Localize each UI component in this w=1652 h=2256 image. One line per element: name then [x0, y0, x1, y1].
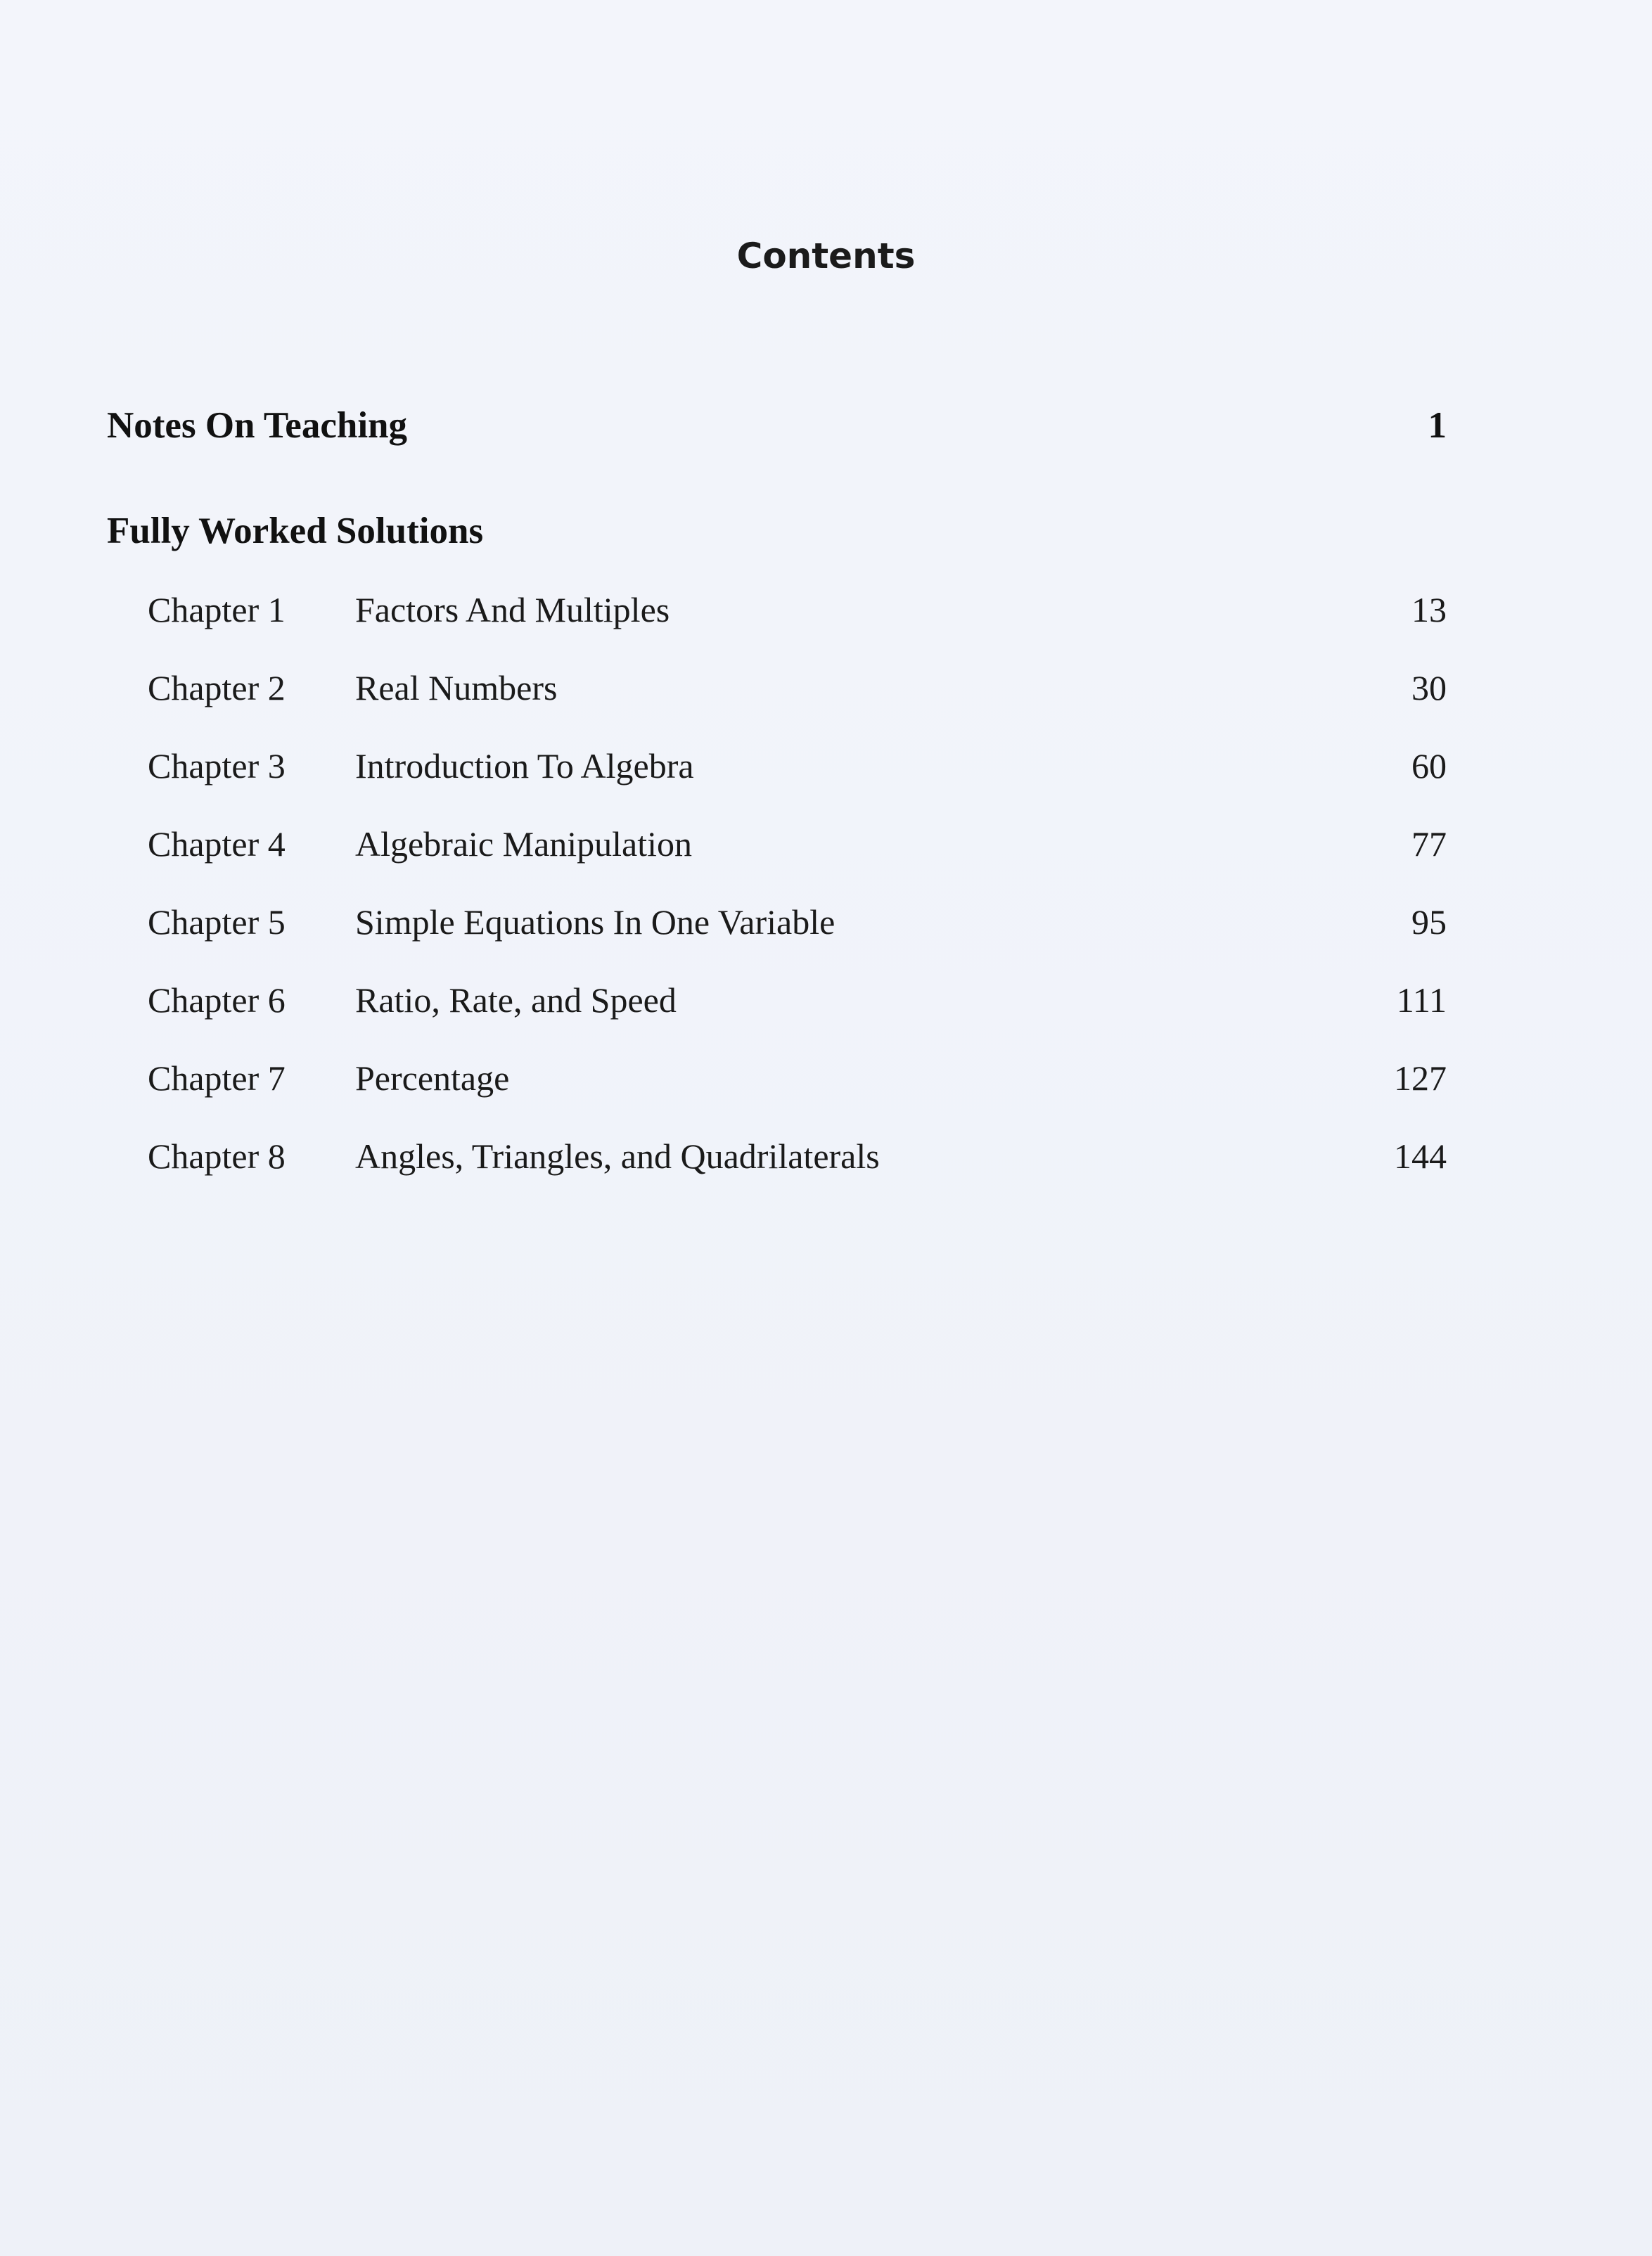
chapter-number: Chapter 5 — [148, 902, 286, 942]
chapter-page-number: 144 — [1394, 1136, 1447, 1176]
chapter-number: Chapter 3 — [148, 746, 286, 786]
chapter-title: Algebraic Manipulation — [355, 824, 693, 864]
toc-row — [148, 823, 1447, 873]
chapter-number: Chapter 8 — [148, 1136, 286, 1176]
chapter-number: Chapter 4 — [148, 824, 286, 864]
chapter-number: Chapter 1 — [148, 590, 286, 629]
chapter-title: Factors And Multiples — [355, 590, 670, 629]
page-title: Contents — [736, 236, 916, 276]
toc-row — [148, 667, 1447, 717]
toc-row — [148, 980, 1447, 1029]
section-notes-on-teaching-page: 1 — [1428, 405, 1447, 446]
chapter-page-number: 77 — [1411, 824, 1447, 864]
chapter-number: Chapter 6 — [148, 980, 286, 1020]
toc-row — [148, 902, 1447, 951]
toc-row — [148, 1058, 1447, 1107]
chapter-title: Introduction To Algebra — [355, 746, 694, 786]
chapter-page-number: 127 — [1394, 1058, 1447, 1098]
toc-row — [148, 745, 1447, 795]
chapter-page-number: 95 — [1411, 902, 1447, 942]
toc-row — [148, 1136, 1447, 1185]
chapter-page-number: 30 — [1411, 668, 1447, 707]
section-notes-on-teaching: Notes On Teaching — [107, 405, 408, 446]
chapter-page-number: 60 — [1411, 746, 1447, 786]
chapter-page-number: 111 — [1396, 980, 1447, 1020]
chapter-title: Percentage — [355, 1058, 510, 1098]
chapter-title: Ratio, Rate, and Speed — [355, 980, 677, 1020]
chapter-title: Real Numbers — [355, 668, 558, 707]
chapter-page-number: 13 — [1411, 590, 1447, 629]
chapter-title: Simple Equations In One Variable — [355, 902, 835, 942]
chapter-number: Chapter 7 — [148, 1058, 286, 1098]
chapter-title: Angles, Triangles, and Quadrilaterals — [355, 1136, 880, 1176]
toc-row — [148, 589, 1447, 639]
chapter-number: Chapter 2 — [148, 668, 286, 707]
section-fully-worked-solutions: Fully Worked Solutions — [107, 511, 484, 551]
